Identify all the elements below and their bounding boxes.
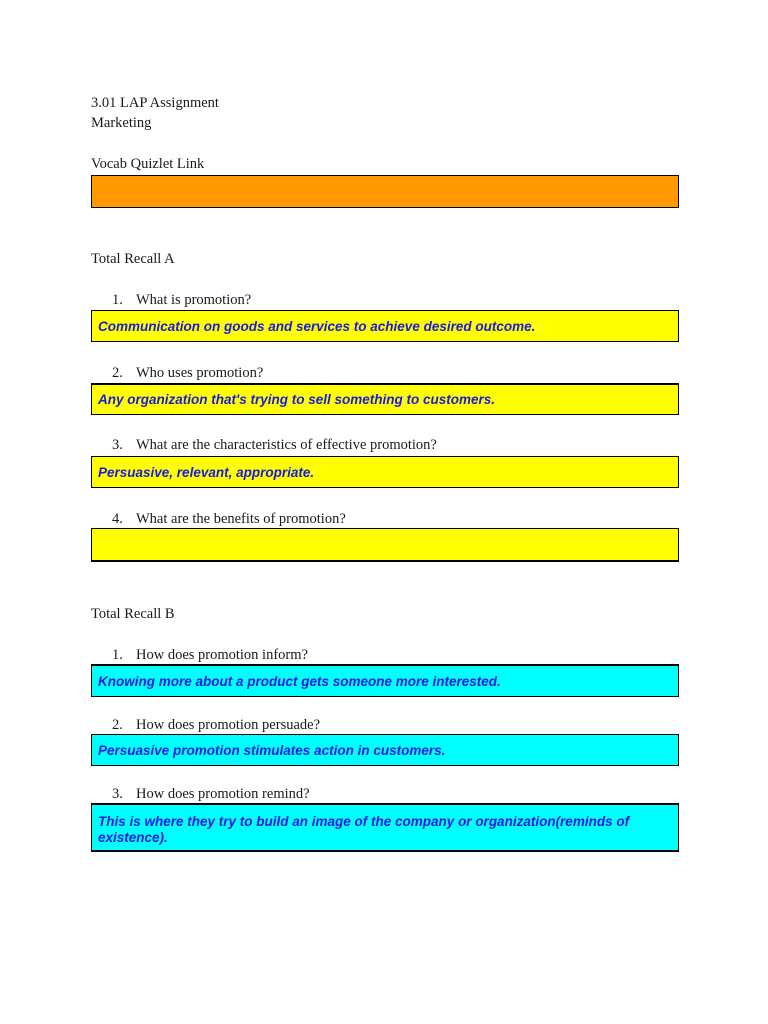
question-text: How does promotion remind?	[136, 786, 310, 802]
answer-box-b3[interactable]	[91, 803, 679, 852]
question-number: 1.	[112, 292, 123, 308]
question-text: How does promotion inform?	[136, 647, 308, 663]
answer-text: This is where they try to build an image of the company or organization(reminds of existence).	[98, 814, 630, 845]
answer-box-a2[interactable]	[91, 383, 679, 415]
answer-box-a4[interactable]	[91, 528, 679, 562]
answer-text: Persuasive, relevant, appropriate.	[98, 465, 315, 480]
question-a3	[112, 436, 437, 454]
question-number: 1.	[112, 647, 123, 663]
question-text: How does promotion persuade?	[136, 717, 321, 733]
question-text: Who uses promotion?	[136, 365, 264, 381]
answer-box-b2[interactable]	[91, 734, 679, 766]
document-subject: Marketing	[91, 115, 152, 131]
question-number: 3.	[112, 786, 123, 802]
question-b3	[112, 785, 310, 803]
question-number: 3.	[112, 437, 123, 453]
answer-text: Any organization that's trying to sell something to customers.	[98, 392, 496, 407]
question-b1	[112, 646, 308, 664]
answer-box-a1[interactable]	[91, 310, 679, 342]
question-text: What are the benefits of promotion?	[136, 511, 346, 527]
section-b-heading: Total Recall B	[91, 606, 175, 622]
question-number: 2.	[112, 365, 123, 381]
document-title: 3.01 LAP Assignment	[91, 95, 219, 111]
section-a-heading: Total Recall A	[91, 251, 175, 267]
answer-text: Knowing more about a product gets someone more interested.	[98, 674, 501, 689]
answer-text: Communication on goods and services to achieve desired outcome.	[98, 319, 536, 334]
answer-box-b1[interactable]	[91, 664, 679, 697]
answer-text: Persuasive promotion stimulates action in customers.	[98, 743, 446, 758]
question-a2	[112, 364, 263, 382]
question-text: What is promotion?	[136, 292, 252, 308]
question-b2	[112, 716, 320, 734]
question-text: What are the characteristics of effective promotion?	[136, 437, 437, 453]
question-a1	[112, 291, 251, 309]
answer-box-a3[interactable]	[91, 456, 679, 488]
vocab-label: Vocab Quizlet Link	[91, 156, 205, 172]
question-a4	[112, 510, 346, 528]
question-number: 2.	[112, 717, 123, 733]
vocab-link-field[interactable]	[91, 175, 679, 208]
question-number: 4.	[112, 511, 123, 527]
